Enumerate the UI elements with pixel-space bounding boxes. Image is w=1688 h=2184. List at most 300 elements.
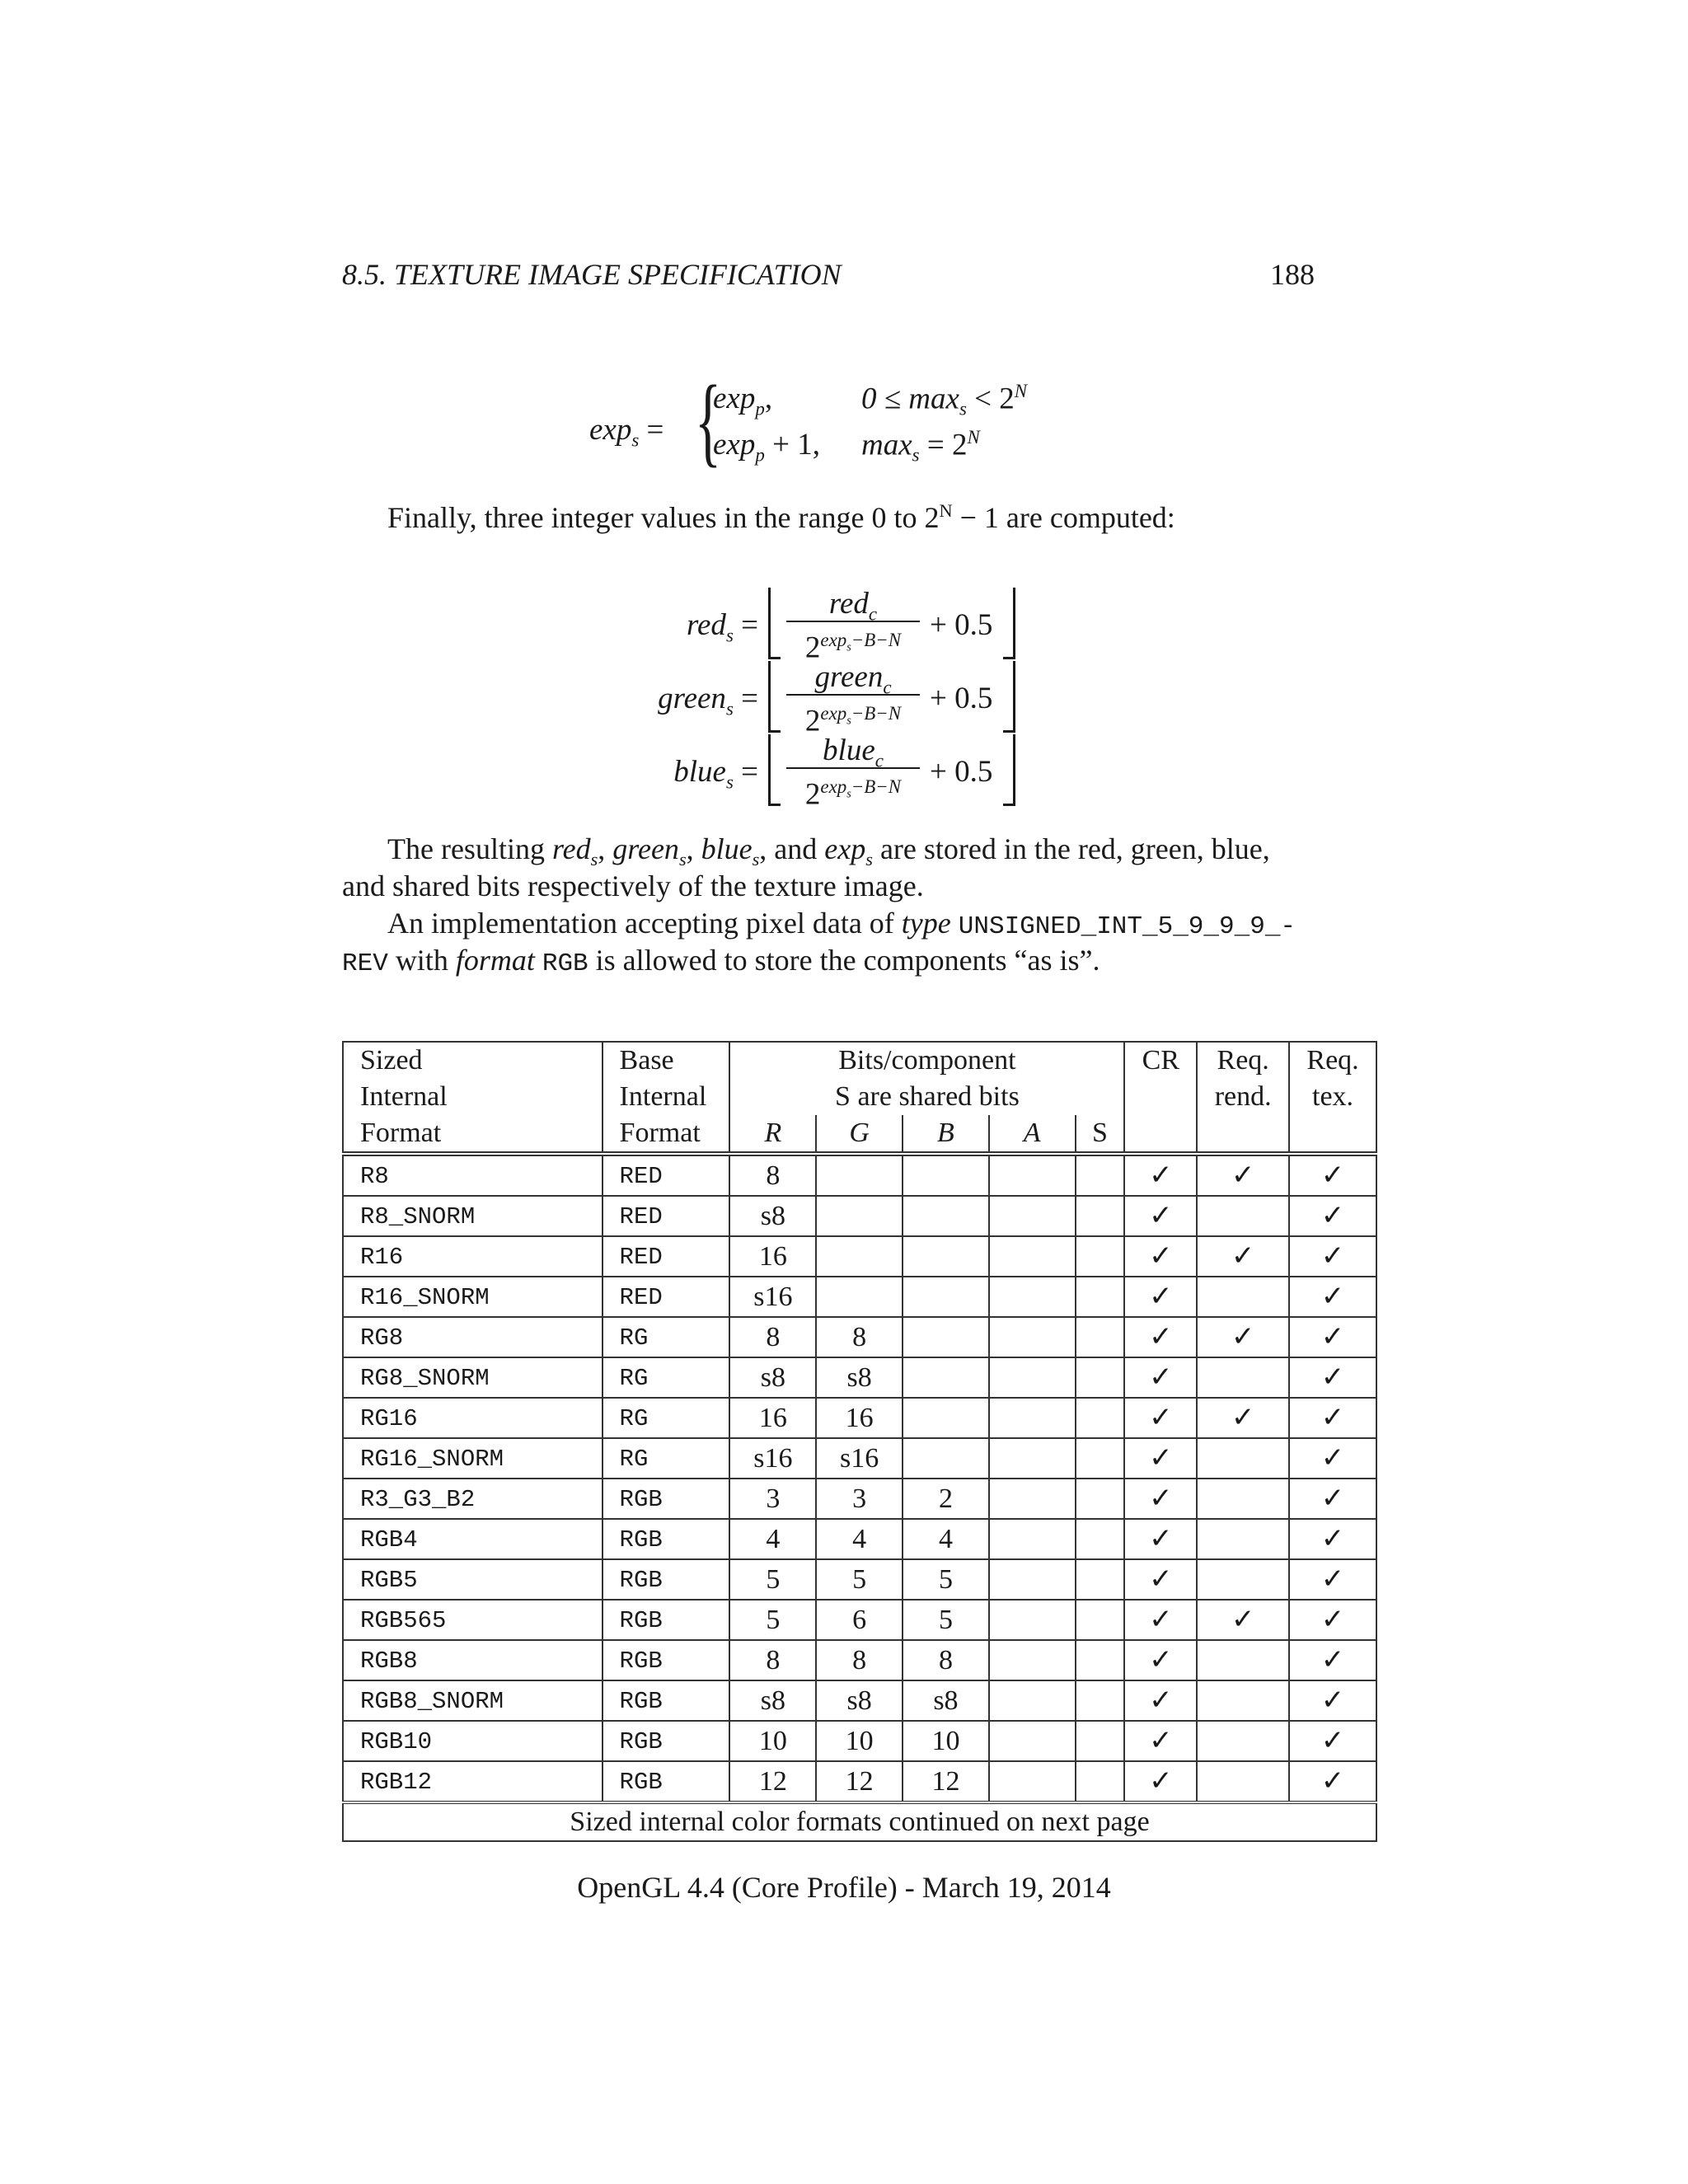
bit-count: 16 bbox=[758, 1240, 787, 1272]
table-continued-note: Sized internal color formats continued on next page bbox=[343, 1802, 1376, 1841]
bit-count: 8 bbox=[766, 1321, 781, 1352]
format-name: RGB4 bbox=[360, 1526, 418, 1554]
cell-bits-b bbox=[903, 1519, 989, 1559]
bit-count: 5 bbox=[852, 1563, 867, 1595]
bit-count: 8 bbox=[852, 1321, 867, 1352]
cell-bits-s bbox=[1076, 1559, 1125, 1600]
cell-tex bbox=[1289, 1154, 1376, 1196]
header-bits-per-component: Bits/component S are shared bits bbox=[729, 1042, 1124, 1115]
bit-count: 5 bbox=[938, 1563, 953, 1595]
paragraph-finally: Finally, three integer values in the range 0 to $2^N - 1$ are computed: bbox=[387, 500, 1175, 534]
cell-bits-b bbox=[903, 1761, 989, 1802]
bit-count: 5 bbox=[766, 1563, 781, 1595]
floor-equation-blue bbox=[0, 733, 1688, 812]
cell-rend bbox=[1197, 1600, 1289, 1640]
checkmark-icon: ✓ bbox=[1320, 1159, 1345, 1192]
cell-bits-r bbox=[729, 1277, 816, 1317]
paragraph-resulting-line-2: and shared bits respectively of the texture image. bbox=[342, 869, 924, 902]
base-format-name: RGB bbox=[619, 1607, 663, 1634]
header-component-r: R bbox=[729, 1115, 816, 1154]
table-row bbox=[343, 1357, 1376, 1398]
section-title: 8.5. TEXTURE IMAGE SPECIFICATION bbox=[342, 258, 842, 291]
cell-base-format bbox=[603, 1559, 730, 1600]
running-head bbox=[342, 257, 1315, 292]
base-format-name: RG bbox=[619, 1405, 649, 1432]
table-body bbox=[343, 1154, 1376, 1802]
cell-sized-format bbox=[343, 1559, 603, 1600]
paragraph-implementation-line-2: REV with format RGB is allowed to store the components “as is”. bbox=[342, 944, 1100, 978]
table-row bbox=[343, 1317, 1376, 1357]
cell-base-format bbox=[603, 1721, 730, 1761]
bit-count: 8 bbox=[938, 1644, 953, 1675]
cell-bits-b bbox=[903, 1236, 989, 1277]
table-row bbox=[343, 1761, 1376, 1802]
base-format-name: RED bbox=[619, 1244, 663, 1271]
cell-bits-r bbox=[729, 1438, 816, 1479]
plus-half: + 0.5 bbox=[930, 755, 993, 789]
cell-bits-b bbox=[903, 1600, 989, 1640]
format-name: RG8 bbox=[360, 1324, 404, 1352]
cell-bits-s bbox=[1076, 1277, 1125, 1317]
checkmark-icon: ✓ bbox=[1320, 1684, 1345, 1717]
bit-count: s8 bbox=[760, 1200, 785, 1231]
cell-cr bbox=[1124, 1721, 1197, 1761]
floor-lhs: green$_s$ = bbox=[658, 682, 758, 719]
cell-bits-a bbox=[989, 1761, 1076, 1802]
cell-cr bbox=[1124, 1236, 1197, 1277]
table-row bbox=[343, 1479, 1376, 1519]
table-row bbox=[343, 1640, 1376, 1680]
cell-sized-format bbox=[343, 1398, 603, 1438]
sized-internal-formats-table bbox=[342, 1041, 1377, 1842]
bit-count: 6 bbox=[852, 1604, 867, 1635]
cell-cr bbox=[1124, 1680, 1197, 1721]
bit-count: 8 bbox=[766, 1644, 781, 1675]
cell-bits-b bbox=[903, 1277, 989, 1317]
base-format-name: RG bbox=[619, 1446, 649, 1473]
cell-rend bbox=[1197, 1196, 1289, 1236]
cell-bits-g bbox=[816, 1640, 903, 1680]
cell-bits-r bbox=[729, 1519, 816, 1559]
left-floor-bracket bbox=[768, 588, 781, 659]
checkmark-icon: ✓ bbox=[1320, 1361, 1345, 1394]
checkmark-icon: ✓ bbox=[1320, 1643, 1345, 1676]
floor-lhs: blue$_s$ = bbox=[673, 755, 758, 793]
cell-bits-r bbox=[729, 1761, 816, 1802]
table-row bbox=[343, 1438, 1376, 1479]
table-row bbox=[343, 1559, 1376, 1600]
checkmark-icon: ✓ bbox=[1320, 1240, 1345, 1272]
bit-count: s16 bbox=[753, 1281, 793, 1312]
paragraph-implementation-line-1: An implementation accepting pixel data of type UNSIGNED_INT_5_9_9_9_- bbox=[387, 907, 1296, 941]
bit-count: 4 bbox=[766, 1523, 781, 1554]
table-row bbox=[343, 1600, 1376, 1640]
cell-bits-g bbox=[816, 1357, 903, 1398]
cell-bits-b bbox=[903, 1721, 989, 1761]
checkmark-icon: ✓ bbox=[1320, 1199, 1345, 1232]
cell-bits-b bbox=[903, 1640, 989, 1680]
checkmark-icon: ✓ bbox=[1149, 1724, 1173, 1757]
format-name: RGB12 bbox=[360, 1769, 433, 1796]
bit-count: 12 bbox=[931, 1765, 960, 1797]
checkmark-icon: ✓ bbox=[1149, 1563, 1173, 1596]
bit-count: 10 bbox=[845, 1725, 874, 1756]
cell-tex bbox=[1289, 1519, 1376, 1559]
left-floor-bracket bbox=[768, 734, 781, 806]
header-req-tex: Req. tex. bbox=[1289, 1042, 1376, 1154]
cell-bits-r bbox=[729, 1640, 816, 1680]
cell-bits-a bbox=[989, 1357, 1076, 1398]
checkmark-icon: ✓ bbox=[1231, 1603, 1255, 1636]
cell-cr bbox=[1124, 1438, 1197, 1479]
cell-sized-format bbox=[343, 1277, 603, 1317]
format-name: R16 bbox=[360, 1244, 404, 1271]
cell-cr bbox=[1124, 1600, 1197, 1640]
base-format-name: RGB bbox=[619, 1486, 663, 1513]
cell-rend bbox=[1197, 1640, 1289, 1680]
cell-sized-format bbox=[343, 1357, 603, 1398]
cell-bits-r bbox=[729, 1154, 816, 1196]
checkmark-icon: ✓ bbox=[1149, 1361, 1173, 1394]
bit-count: s16 bbox=[753, 1442, 793, 1474]
table-row bbox=[343, 1236, 1376, 1277]
fraction: green$_c$ $2^{exp_s-B-N}$ bbox=[783, 661, 923, 729]
cell-bits-s bbox=[1076, 1761, 1125, 1802]
cell-tex bbox=[1289, 1196, 1376, 1236]
cell-bits-a bbox=[989, 1236, 1076, 1277]
base-format-name: RGB bbox=[619, 1688, 663, 1715]
cell-bits-g bbox=[816, 1438, 903, 1479]
bit-count: 2 bbox=[938, 1483, 953, 1514]
cell-bits-g bbox=[816, 1277, 903, 1317]
cell-bits-s bbox=[1076, 1236, 1125, 1277]
table-row bbox=[343, 1398, 1376, 1438]
left-floor-bracket bbox=[768, 661, 781, 733]
fraction: red$_c$ $2^{exp_s-B-N}$ bbox=[783, 588, 923, 655]
cell-sized-format bbox=[343, 1317, 603, 1357]
cell-bits-a bbox=[989, 1398, 1076, 1438]
cell-cr bbox=[1124, 1479, 1197, 1519]
header-component-a: A bbox=[989, 1115, 1076, 1154]
cell-sized-format bbox=[343, 1600, 603, 1640]
cell-bits-r bbox=[729, 1721, 816, 1761]
base-format-name: RED bbox=[619, 1284, 663, 1311]
checkmark-icon: ✓ bbox=[1149, 1199, 1173, 1232]
checkmark-icon: ✓ bbox=[1320, 1280, 1345, 1313]
cell-bits-r bbox=[729, 1398, 816, 1438]
cell-tex bbox=[1289, 1761, 1376, 1802]
cell-rend bbox=[1197, 1721, 1289, 1761]
bit-count: 12 bbox=[845, 1765, 874, 1797]
table-row bbox=[343, 1721, 1376, 1761]
bit-count: 16 bbox=[845, 1402, 874, 1433]
cell-rend bbox=[1197, 1559, 1289, 1600]
format-name: RGB8 bbox=[360, 1647, 418, 1675]
base-format-name: RGB bbox=[619, 1647, 663, 1675]
checkmark-icon: ✓ bbox=[1320, 1765, 1345, 1797]
bit-count: 8 bbox=[852, 1644, 867, 1675]
cell-bits-b bbox=[903, 1559, 989, 1600]
cell-bits-g bbox=[816, 1519, 903, 1559]
bit-count: s16 bbox=[840, 1442, 879, 1474]
cell-base-format bbox=[603, 1680, 730, 1721]
left-brace: { bbox=[695, 365, 722, 476]
cell-bits-s bbox=[1076, 1154, 1125, 1196]
cell-bits-g bbox=[816, 1479, 903, 1519]
bit-count: 4 bbox=[852, 1523, 867, 1554]
right-floor-bracket bbox=[1003, 661, 1015, 733]
bit-count: s8 bbox=[846, 1685, 872, 1716]
cell-tex bbox=[1289, 1398, 1376, 1438]
cell-sized-format bbox=[343, 1761, 603, 1802]
checkmark-icon: ✓ bbox=[1320, 1603, 1345, 1636]
base-format-name: RG bbox=[619, 1365, 649, 1392]
cell-cr bbox=[1124, 1559, 1197, 1600]
cell-bits-s bbox=[1076, 1357, 1125, 1398]
cell-rend bbox=[1197, 1519, 1289, 1559]
cell-bits-a bbox=[989, 1519, 1076, 1559]
cell-tex bbox=[1289, 1236, 1376, 1277]
cell-bits-r bbox=[729, 1317, 816, 1357]
cell-bits-s bbox=[1076, 1640, 1125, 1680]
cell-bits-b bbox=[903, 1154, 989, 1196]
cell-base-format bbox=[603, 1317, 730, 1357]
table-row bbox=[343, 1277, 1376, 1317]
floor-equation-red bbox=[0, 587, 1688, 665]
cell-bits-g bbox=[816, 1154, 903, 1196]
cell-bits-g bbox=[816, 1680, 903, 1721]
cell-cr bbox=[1124, 1277, 1197, 1317]
cell-sized-format bbox=[343, 1236, 603, 1277]
bit-count: 8 bbox=[766, 1160, 781, 1191]
cell-tex bbox=[1289, 1438, 1376, 1479]
cell-sized-format bbox=[343, 1196, 603, 1236]
plus-half: + 0.5 bbox=[930, 608, 993, 642]
cell-tex bbox=[1289, 1277, 1376, 1317]
cell-tex bbox=[1289, 1317, 1376, 1357]
bit-count: 5 bbox=[766, 1604, 781, 1635]
checkmark-icon: ✓ bbox=[1149, 1280, 1173, 1313]
floor-lhs: red$_s$ = bbox=[686, 608, 758, 646]
cell-tex bbox=[1289, 1640, 1376, 1680]
paragraph-resulting-line-1: The resulting red$_s$, green$_s$, blue$_s$, and $\exp_s$ are stored in the red, green, blue, bbox=[387, 832, 1270, 870]
cell-cr bbox=[1124, 1357, 1197, 1398]
cell-base-format bbox=[603, 1479, 730, 1519]
cell-rend bbox=[1197, 1680, 1289, 1721]
table-row bbox=[343, 1196, 1376, 1236]
plus-half: + 0.5 bbox=[930, 682, 993, 715]
cell-base-format bbox=[603, 1600, 730, 1640]
cell-bits-b bbox=[903, 1196, 989, 1236]
cell-sized-format bbox=[343, 1479, 603, 1519]
cell-rend bbox=[1197, 1438, 1289, 1479]
cell-bits-s bbox=[1076, 1519, 1125, 1559]
cell-bits-b bbox=[903, 1317, 989, 1357]
table-row bbox=[343, 1519, 1376, 1559]
cell-sized-format bbox=[343, 1519, 603, 1559]
cell-bits-a bbox=[989, 1479, 1076, 1519]
cell-bits-r bbox=[729, 1479, 816, 1519]
header-component-g: G bbox=[816, 1115, 903, 1154]
checkmark-icon: ✓ bbox=[1149, 1603, 1173, 1636]
cell-bits-g bbox=[816, 1196, 903, 1236]
cell-bits-a bbox=[989, 1559, 1076, 1600]
case-2-condition: $\max_s = 2^N$ bbox=[861, 427, 980, 466]
checkmark-icon: ✓ bbox=[1149, 1482, 1173, 1515]
format-name: RGB5 bbox=[360, 1567, 418, 1594]
cell-base-format bbox=[603, 1519, 730, 1559]
cell-base-format bbox=[603, 1640, 730, 1680]
checkmark-icon: ✓ bbox=[1149, 1159, 1173, 1192]
bit-count: 16 bbox=[758, 1402, 787, 1433]
header-component-s: S bbox=[1076, 1115, 1125, 1154]
cell-cr bbox=[1124, 1398, 1197, 1438]
bit-count: 12 bbox=[758, 1765, 787, 1797]
bit-count: s8 bbox=[760, 1361, 785, 1393]
checkmark-icon: ✓ bbox=[1231, 1159, 1255, 1192]
cell-bits-r bbox=[729, 1559, 816, 1600]
cell-base-format bbox=[603, 1438, 730, 1479]
checkmark-icon: ✓ bbox=[1231, 1401, 1255, 1434]
checkmark-icon: ✓ bbox=[1149, 1401, 1173, 1434]
code-format-enum: RGB bbox=[542, 949, 588, 978]
cell-cr bbox=[1124, 1154, 1197, 1196]
cell-bits-g bbox=[816, 1721, 903, 1761]
base-format-name: RGB bbox=[619, 1728, 663, 1755]
cell-tex bbox=[1289, 1479, 1376, 1519]
checkmark-icon: ✓ bbox=[1320, 1563, 1345, 1596]
cell-tex bbox=[1289, 1721, 1376, 1761]
cell-base-format bbox=[603, 1761, 730, 1802]
bit-count: 5 bbox=[938, 1604, 953, 1635]
cell-bits-g bbox=[816, 1236, 903, 1277]
cell-bits-b bbox=[903, 1357, 989, 1398]
header-req-rend: Req. rend. bbox=[1197, 1042, 1289, 1154]
base-format-name: RGB bbox=[619, 1769, 663, 1796]
header-sized-internal-format: Sized Internal Format bbox=[343, 1042, 603, 1154]
cell-rend bbox=[1197, 1479, 1289, 1519]
checkmark-icon: ✓ bbox=[1231, 1320, 1255, 1353]
page-number: 188 bbox=[1270, 258, 1315, 291]
bit-count: 10 bbox=[758, 1725, 787, 1756]
base-format-name: RGB bbox=[619, 1567, 663, 1594]
checkmark-icon: ✓ bbox=[1320, 1522, 1345, 1555]
checkmark-icon: ✓ bbox=[1320, 1401, 1345, 1434]
bit-count: 3 bbox=[766, 1483, 781, 1514]
cell-cr bbox=[1124, 1519, 1197, 1559]
cell-bits-s bbox=[1076, 1438, 1125, 1479]
format-name: R8_SNORM bbox=[360, 1203, 476, 1230]
checkmark-icon: ✓ bbox=[1149, 1643, 1173, 1676]
cell-tex bbox=[1289, 1357, 1376, 1398]
cell-bits-s bbox=[1076, 1721, 1125, 1761]
base-format-name: RED bbox=[619, 1163, 663, 1190]
cell-bits-a bbox=[989, 1680, 1076, 1721]
format-name: RG8_SNORM bbox=[360, 1365, 490, 1392]
bit-count: s8 bbox=[760, 1685, 785, 1716]
header-component-b: B bbox=[903, 1115, 989, 1154]
checkmark-icon: ✓ bbox=[1149, 1684, 1173, 1717]
checkmark-icon: ✓ bbox=[1320, 1724, 1345, 1757]
equation-lhs: $\exp_s$ = bbox=[589, 413, 664, 451]
cell-tex bbox=[1289, 1559, 1376, 1600]
header-cr: CR bbox=[1124, 1042, 1197, 1154]
bit-count: s8 bbox=[846, 1361, 872, 1393]
case-2-expression: $\exp_p + 1$, bbox=[713, 428, 820, 466]
cell-rend bbox=[1197, 1357, 1289, 1398]
cell-rend bbox=[1197, 1761, 1289, 1802]
cell-bits-g bbox=[816, 1559, 903, 1600]
checkmark-icon: ✓ bbox=[1149, 1240, 1173, 1272]
bit-count: 3 bbox=[852, 1483, 867, 1514]
fraction: blue$_c$ $2^{exp_s-B-N}$ bbox=[783, 734, 923, 802]
cell-cr bbox=[1124, 1196, 1197, 1236]
cell-sized-format bbox=[343, 1640, 603, 1680]
checkmark-icon: ✓ bbox=[1149, 1765, 1173, 1797]
cell-bits-s bbox=[1076, 1398, 1125, 1438]
checkmark-icon: ✓ bbox=[1320, 1441, 1345, 1474]
cell-bits-a bbox=[989, 1640, 1076, 1680]
cell-sized-format bbox=[343, 1680, 603, 1721]
checkmark-icon: ✓ bbox=[1231, 1240, 1255, 1272]
cell-tex bbox=[1289, 1600, 1376, 1640]
cell-base-format bbox=[603, 1236, 730, 1277]
cell-sized-format bbox=[343, 1154, 603, 1196]
case-1-condition: $0 \le \max_s < 2^N$ bbox=[861, 381, 1028, 419]
format-name: R8 bbox=[360, 1163, 389, 1190]
format-name: R3_G3_B2 bbox=[360, 1486, 476, 1513]
cell-bits-b bbox=[903, 1438, 989, 1479]
checkmark-icon: ✓ bbox=[1320, 1482, 1345, 1515]
cell-cr bbox=[1124, 1761, 1197, 1802]
cell-bits-b bbox=[903, 1680, 989, 1721]
cell-bits-a bbox=[989, 1317, 1076, 1357]
cell-bits-r bbox=[729, 1680, 816, 1721]
right-floor-bracket bbox=[1003, 734, 1015, 806]
cell-bits-g bbox=[816, 1600, 903, 1640]
checkmark-icon: ✓ bbox=[1320, 1320, 1345, 1353]
cell-rend bbox=[1197, 1154, 1289, 1196]
cell-bits-g bbox=[816, 1398, 903, 1438]
code-type-enum: UNSIGNED_INT_5_9_9_9_- bbox=[958, 912, 1296, 941]
cell-base-format bbox=[603, 1398, 730, 1438]
case-1-expression: $\exp_p$, bbox=[713, 382, 773, 419]
format-name: R16_SNORM bbox=[360, 1284, 490, 1311]
cell-sized-format bbox=[343, 1438, 603, 1479]
cell-bits-b bbox=[903, 1398, 989, 1438]
right-floor-bracket bbox=[1003, 588, 1015, 659]
bit-count: 4 bbox=[938, 1523, 953, 1554]
bit-count: s8 bbox=[933, 1685, 959, 1716]
cell-bits-s bbox=[1076, 1317, 1125, 1357]
cell-sized-format bbox=[343, 1721, 603, 1761]
format-name: RGB565 bbox=[360, 1607, 447, 1634]
cell-rend bbox=[1197, 1277, 1289, 1317]
cell-bits-r bbox=[729, 1357, 816, 1398]
cell-tex bbox=[1289, 1680, 1376, 1721]
cell-bits-a bbox=[989, 1600, 1076, 1640]
base-format-name: RGB bbox=[619, 1526, 663, 1554]
cell-bits-r bbox=[729, 1236, 816, 1277]
page-footer: OpenGL 4.4 (Core Profile) - March 19, 2014 bbox=[577, 1871, 1111, 1904]
cell-bits-r bbox=[729, 1600, 816, 1640]
cell-bits-a bbox=[989, 1438, 1076, 1479]
table-row bbox=[343, 1680, 1376, 1721]
cell-bits-s bbox=[1076, 1600, 1125, 1640]
cell-cr bbox=[1124, 1640, 1197, 1680]
cell-bits-b bbox=[903, 1479, 989, 1519]
cell-bits-a bbox=[989, 1277, 1076, 1317]
